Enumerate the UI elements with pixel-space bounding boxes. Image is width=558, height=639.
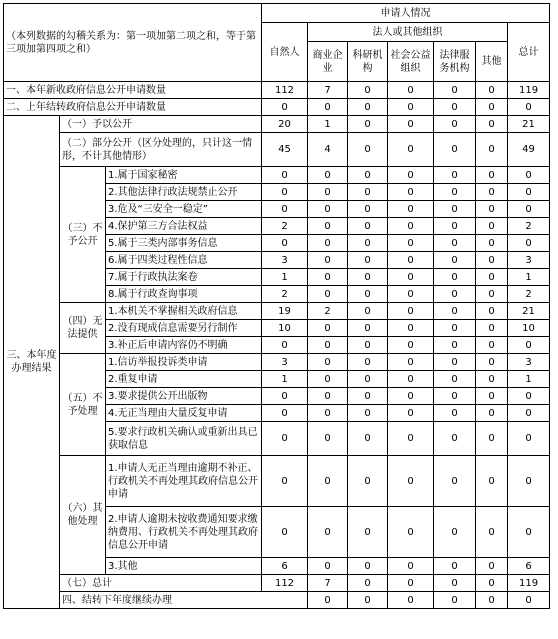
cell-value: 0: [388, 337, 434, 354]
cell-value: 0: [262, 337, 308, 354]
research-header: 科研机构: [348, 42, 388, 82]
cell-value: 10: [508, 320, 550, 337]
cell-value: 0: [348, 184, 388, 201]
cell-value: 0: [308, 252, 348, 269]
cell-value: 0: [476, 337, 508, 354]
cell-value: 0: [476, 286, 508, 303]
cell-value: 21: [508, 116, 550, 133]
cell-value: 0: [476, 99, 508, 116]
group-label: （三）不予公开: [60, 167, 106, 303]
cell-value: 0: [508, 405, 550, 422]
cell-value: 0: [348, 592, 388, 609]
cell-value: 0: [308, 218, 348, 235]
cell-value: 0: [388, 201, 434, 218]
cell-value: 0: [476, 388, 508, 405]
cell-value: 1: [508, 269, 550, 286]
cell-value: 3: [508, 354, 550, 371]
cell-value: 0: [348, 320, 388, 337]
cell-value: 0: [388, 116, 434, 133]
cell-value: 7: [308, 82, 348, 99]
total-header: 总计: [508, 23, 550, 82]
legal-service-header: 法律服务机构: [434, 42, 476, 82]
cell-value: 0: [262, 507, 308, 558]
natural-person-header: 自然人: [262, 23, 308, 82]
cell-value: 0: [308, 235, 348, 252]
cell-value: 0: [388, 558, 434, 575]
cell-value: 0: [476, 507, 508, 558]
cell-value: 0: [476, 575, 508, 592]
cell-value: 0: [308, 507, 348, 558]
cell-value: 0: [348, 507, 388, 558]
row-label: 3.危及“三安全一稳定”: [106, 201, 262, 218]
cell-value: 0: [348, 303, 388, 320]
cell-value: 3: [262, 354, 308, 371]
row-label: 1.信访举报投诉类申请: [106, 354, 262, 371]
cell-value: 0: [476, 133, 508, 167]
cell-value: 0: [388, 388, 434, 405]
report-container: [3, 3, 550, 609]
cell-value: 2: [308, 303, 348, 320]
cell-value: 0: [434, 116, 476, 133]
cell-value: 112: [262, 82, 308, 99]
cell-value: 3: [508, 252, 550, 269]
cell-value: 0: [434, 218, 476, 235]
cell-value: 0: [388, 592, 434, 609]
cell-value: 2: [262, 286, 308, 303]
cell-value: 0: [262, 99, 308, 116]
cell-value: 0: [308, 354, 348, 371]
cell-value: 0: [476, 592, 508, 609]
row-label: （七）总计: [60, 575, 262, 592]
row-label: 二、上年结转政府信息公开申请数量: [4, 99, 262, 116]
cell-value: 0: [434, 422, 476, 456]
cell-value: 0: [508, 456, 550, 507]
cell-value: 0: [388, 575, 434, 592]
cell-value: 6: [262, 558, 308, 575]
cell-value: 0: [388, 252, 434, 269]
cell-value: 0: [434, 456, 476, 507]
disclosure-table: [3, 3, 550, 609]
cell-value: 0: [434, 201, 476, 218]
cell-value: 0: [388, 303, 434, 320]
cell-value: 4: [308, 133, 348, 167]
row-label: 2.没有现成信息需要另行制作: [106, 320, 262, 337]
table-row: [4, 303, 550, 320]
cell-value: 10: [262, 320, 308, 337]
cell-value: 0: [388, 235, 434, 252]
cell-value: 0: [348, 201, 388, 218]
row-label: 2.其他法律行政法规禁止公开: [106, 184, 262, 201]
table-row: [4, 354, 550, 371]
cell-value: 0: [476, 303, 508, 320]
other-header: 其他: [476, 42, 508, 82]
cell-value: 0: [308, 388, 348, 405]
header-note: （本列数据的勾稽关系为：第一项加第二项之和，等于第三项加第四项之和）: [4, 4, 262, 82]
cell-value: 0: [508, 337, 550, 354]
cell-value: 0: [308, 269, 348, 286]
cell-value: 0: [262, 184, 308, 201]
row-label: 4.无正当理由大量反复申请: [106, 405, 262, 422]
row-label: 2.重复申请: [106, 371, 262, 388]
cell-value: 0: [434, 507, 476, 558]
row-label: 四、结转下年度继续办理: [60, 592, 308, 609]
cell-value: 0: [434, 133, 476, 167]
cell-value: 6: [508, 558, 550, 575]
cell-value: 0: [308, 99, 348, 116]
cell-value: 0: [308, 558, 348, 575]
header-row-1: [4, 4, 550, 23]
cell-value: 20: [262, 116, 308, 133]
cell-value: 0: [262, 388, 308, 405]
cell-value: 0: [348, 252, 388, 269]
cell-value: 7: [308, 575, 348, 592]
cell-value: 3: [262, 252, 308, 269]
group-label: （四）无法提供: [60, 303, 106, 354]
cell-value: 0: [476, 116, 508, 133]
cell-value: 0: [348, 388, 388, 405]
cell-value: 0: [434, 269, 476, 286]
cell-value: 0: [348, 456, 388, 507]
table-row: [4, 99, 550, 116]
cell-value: 0: [434, 371, 476, 388]
row-label: 1.本机关不掌握相关政府信息: [106, 303, 262, 320]
cell-value: 0: [388, 286, 434, 303]
cell-value: 0: [308, 456, 348, 507]
cell-value: 0: [388, 184, 434, 201]
cell-value: 0: [434, 337, 476, 354]
cell-value: 0: [388, 507, 434, 558]
cell-value: 112: [262, 575, 308, 592]
cell-value: 0: [476, 269, 508, 286]
table-row: [4, 167, 550, 184]
cell-value: 0: [508, 235, 550, 252]
cell-value: 119: [508, 575, 550, 592]
cell-value: 19: [262, 303, 308, 320]
row-label: 7.属于行政执法案卷: [106, 269, 262, 286]
row-label: 5.要求行政机关确认或重新出具已获取信息: [106, 422, 262, 456]
table-row: [4, 82, 550, 99]
cell-value: 0: [508, 201, 550, 218]
cell-value: 0: [476, 82, 508, 99]
cell-value: 0: [308, 371, 348, 388]
row-label: 5.属于三类内部事务信息: [106, 235, 262, 252]
cell-value: 0: [476, 558, 508, 575]
group-label: （五）不予处理: [60, 354, 106, 456]
cell-value: 0: [262, 456, 308, 507]
cell-value: 0: [434, 184, 476, 201]
table-row: [4, 592, 550, 609]
cell-value: 0: [476, 320, 508, 337]
cell-value: 0: [308, 320, 348, 337]
row-label: 8.属于行政查询事项: [106, 286, 262, 303]
cell-value: 0: [308, 592, 348, 609]
cell-value: 0: [388, 320, 434, 337]
cell-value: 0: [434, 354, 476, 371]
cell-value: 0: [434, 558, 476, 575]
cell-value: 0: [308, 201, 348, 218]
cell-value: 0: [476, 405, 508, 422]
cell-value: 0: [388, 167, 434, 184]
cell-value: 0: [388, 422, 434, 456]
row-label: 4.保护第三方合法权益: [106, 218, 262, 235]
cell-value: 0: [388, 99, 434, 116]
row-label: （一）予以公开: [60, 116, 262, 133]
cell-value: 0: [262, 405, 308, 422]
cell-value: 0: [508, 592, 550, 609]
cell-value: 0: [308, 422, 348, 456]
row-label: 3.要求提供公开出版物: [106, 388, 262, 405]
cell-value: 0: [388, 371, 434, 388]
applicant-header: 申请人情况: [262, 4, 550, 23]
cell-value: 0: [434, 405, 476, 422]
row-label: （二）部分公开（区分处理的，只计这一情形，不计其他情形）: [60, 133, 262, 167]
cell-value: 0: [476, 184, 508, 201]
cell-value: 0: [434, 235, 476, 252]
table-row: [4, 116, 550, 133]
cell-value: 0: [348, 167, 388, 184]
table-row: [4, 456, 550, 507]
cell-value: 0: [348, 82, 388, 99]
cell-value: 119: [508, 82, 550, 99]
cell-value: 2: [508, 218, 550, 235]
cell-value: 0: [476, 252, 508, 269]
cell-value: 0: [476, 371, 508, 388]
cell-value: 0: [348, 133, 388, 167]
cell-value: 0: [476, 456, 508, 507]
cell-value: 21: [508, 303, 550, 320]
cell-value: 0: [508, 167, 550, 184]
cell-value: 0: [308, 167, 348, 184]
cell-value: 0: [434, 575, 476, 592]
cell-value: 0: [508, 507, 550, 558]
cell-value: 45: [262, 133, 308, 167]
cell-value: 1: [262, 371, 308, 388]
row-label: 3.补正后申请内容仍不明确: [106, 337, 262, 354]
cell-value: 0: [388, 405, 434, 422]
cell-value: 2: [508, 286, 550, 303]
row-label: 1.申请人无正当理由逾期不补正、行政机关不再处理其政府信息公开申请: [106, 456, 262, 507]
cell-value: 0: [308, 337, 348, 354]
cell-value: 0: [348, 269, 388, 286]
section-label: 三、本年度办理结果: [4, 116, 60, 609]
cell-value: 0: [434, 82, 476, 99]
cell-value: 49: [508, 133, 550, 167]
table-row: [4, 575, 550, 592]
cell-value: 0: [434, 99, 476, 116]
cell-value: 0: [348, 116, 388, 133]
cell-value: 0: [348, 218, 388, 235]
cell-value: 0: [476, 354, 508, 371]
cell-value: 0: [434, 303, 476, 320]
cell-value: 0: [476, 218, 508, 235]
cell-value: 0: [434, 252, 476, 269]
cell-value: 0: [476, 201, 508, 218]
cell-value: 1: [308, 116, 348, 133]
cell-value: 0: [348, 405, 388, 422]
cell-value: 0: [348, 422, 388, 456]
cell-value: 0: [476, 422, 508, 456]
cell-value: 0: [348, 99, 388, 116]
cell-value: 0: [476, 235, 508, 252]
cell-value: 0: [262, 235, 308, 252]
table-row: [4, 133, 550, 167]
cell-value: 0: [308, 286, 348, 303]
cell-value: 0: [388, 133, 434, 167]
cell-value: 0: [388, 269, 434, 286]
cell-value: 0: [348, 235, 388, 252]
row-label: 一、本年新收政府信息公开申请数量: [4, 82, 262, 99]
row-label: 3.其他: [106, 558, 262, 575]
cell-value: 0: [348, 337, 388, 354]
cell-value: 0: [262, 422, 308, 456]
cell-value: 0: [348, 354, 388, 371]
cell-value: 0: [348, 558, 388, 575]
cell-value: 2: [262, 218, 308, 235]
cell-value: 0: [308, 405, 348, 422]
cell-value: 0: [348, 371, 388, 388]
cell-value: 0: [508, 184, 550, 201]
cell-value: 0: [348, 286, 388, 303]
cell-value: 0: [388, 218, 434, 235]
cell-value: 0: [434, 388, 476, 405]
cell-value: 0: [434, 592, 476, 609]
cell-value: 0: [508, 99, 550, 116]
cell-value: 0: [262, 201, 308, 218]
cell-value: 0: [388, 82, 434, 99]
cell-value: 0: [508, 388, 550, 405]
social-header: 社会公益组织: [388, 42, 434, 82]
cell-value: 0: [434, 167, 476, 184]
cell-value: 1: [262, 269, 308, 286]
cell-value: 0: [348, 575, 388, 592]
row-label: 2.申请人逾期未按收费通知要求缴纳费用、行政机关不再处理其政府信息公开申请: [106, 507, 262, 558]
cell-value: 0: [388, 354, 434, 371]
row-label: 1.属于国家秘密: [106, 167, 262, 184]
legal-group-header: 法人或其他组织: [308, 23, 508, 42]
row-label: 6.属于四类过程性信息: [106, 252, 262, 269]
cell-value: 0: [308, 184, 348, 201]
group-label: （六）其他处理: [60, 456, 106, 575]
business-header: 商业企业: [308, 42, 348, 82]
cell-value: 1: [508, 371, 550, 388]
cell-value: 0: [388, 456, 434, 507]
cell-value: 0: [476, 167, 508, 184]
cell-value: 0: [508, 422, 550, 456]
cell-value: 0: [262, 167, 308, 184]
cell-value: 0: [434, 286, 476, 303]
cell-value: 0: [434, 320, 476, 337]
